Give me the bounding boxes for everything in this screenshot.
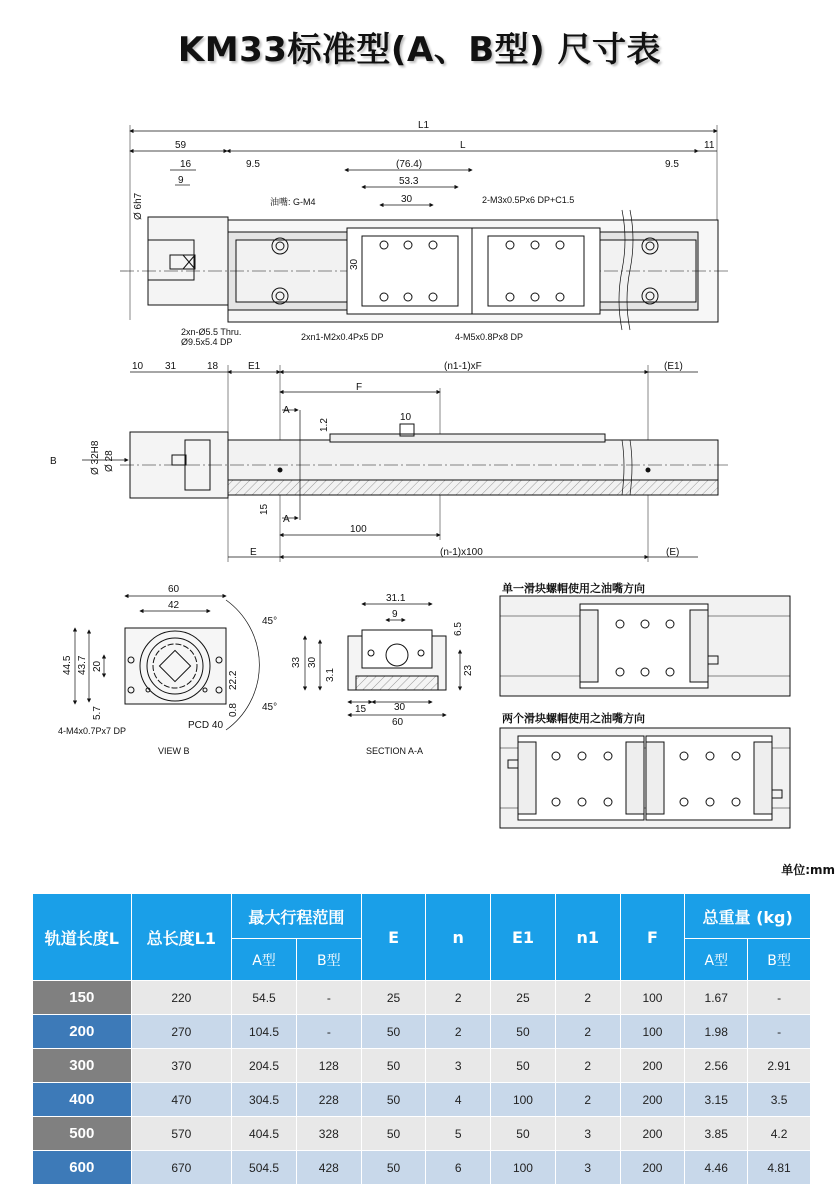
cell-n1: 3 bbox=[555, 1117, 620, 1151]
cell-total-length: 270 bbox=[131, 1015, 232, 1049]
dim-33: 33 bbox=[291, 656, 302, 668]
cell-e1: 100 bbox=[491, 1151, 556, 1185]
angle-45-bottom: 45° bbox=[262, 702, 278, 713]
section-aa-caption: SECTION A-A bbox=[366, 746, 424, 756]
cell-weight-b: - bbox=[748, 981, 811, 1015]
table-row bbox=[33, 1117, 811, 1151]
header-total-length: 总长度L1 bbox=[131, 894, 232, 981]
dim-phi28: Ø 28 bbox=[104, 450, 115, 472]
dim-9-section: 9 bbox=[392, 609, 398, 620]
cell-e: 50 bbox=[361, 1015, 426, 1049]
cell-e: 50 bbox=[361, 1049, 426, 1083]
dim-9: 9 bbox=[178, 175, 184, 186]
cell-total-length: 220 bbox=[131, 981, 232, 1015]
cell-rail-length: 150 bbox=[33, 981, 132, 1015]
dim-15-section: 15 bbox=[355, 704, 367, 715]
cell-stroke-b: - bbox=[296, 981, 361, 1015]
table-row bbox=[33, 1083, 811, 1117]
cell-weight-a: 4.46 bbox=[685, 1151, 748, 1185]
dim-60-section: 60 bbox=[392, 717, 404, 728]
dim-15: 15 bbox=[259, 503, 270, 515]
dim-60: 60 bbox=[168, 584, 180, 595]
dim-30b-section: 30 bbox=[394, 702, 406, 713]
dim-e1: E1 bbox=[248, 361, 261, 372]
header-e: E bbox=[361, 894, 426, 981]
cell-stroke-b: 328 bbox=[296, 1117, 361, 1151]
cell-n1: 2 bbox=[555, 1015, 620, 1049]
cell-f: 100 bbox=[620, 1015, 685, 1049]
unit-label: 单位:mm bbox=[781, 863, 835, 877]
dim-l1: L1 bbox=[418, 120, 430, 131]
dim-30-section: 30 bbox=[307, 656, 318, 668]
section-aa bbox=[305, 604, 460, 715]
cell-e1: 100 bbox=[491, 1083, 556, 1117]
cell-weight-b: 3.5 bbox=[748, 1083, 811, 1117]
cell-total-length: 470 bbox=[131, 1083, 232, 1117]
header-rail-length: 轨道长度L bbox=[33, 894, 132, 981]
dim-9-5-right: 9.5 bbox=[665, 159, 679, 170]
cell-weight-b: 4.2 bbox=[748, 1117, 811, 1151]
oil-single-caption: 单一滑块螺帽使用之油嘴方向 bbox=[502, 582, 645, 595]
dim-e: E bbox=[250, 547, 257, 558]
header-weight-b: B型 bbox=[748, 939, 811, 981]
cell-f: 200 bbox=[620, 1117, 685, 1151]
dim-0-8: 0.8 bbox=[228, 703, 239, 717]
cell-stroke-a: 304.5 bbox=[232, 1083, 297, 1117]
technical-drawing bbox=[0, 100, 839, 840]
header-e1: E1 bbox=[491, 894, 556, 981]
cell-stroke-b: 128 bbox=[296, 1049, 361, 1083]
cell-weight-a: 1.67 bbox=[685, 981, 748, 1015]
dim-22-2: 22.2 bbox=[228, 670, 239, 690]
cell-weight-a: 2.56 bbox=[685, 1049, 748, 1083]
note-m2: 2xn1-M2x0.4Px5 DP bbox=[301, 332, 384, 342]
dim-30-vertical: 30 bbox=[349, 258, 360, 270]
cell-f: 200 bbox=[620, 1083, 685, 1117]
cell-stroke-b: - bbox=[296, 1015, 361, 1049]
cell-rail-length: 300 bbox=[33, 1049, 132, 1083]
cell-e: 50 bbox=[361, 1117, 426, 1151]
table-row bbox=[33, 1151, 811, 1185]
note-thru: 2xn-Ø5.5 Thru. bbox=[181, 327, 242, 337]
cell-rail-length: 400 bbox=[33, 1083, 132, 1117]
cell-weight-b: 4.81 bbox=[748, 1151, 811, 1185]
header-stroke-b: B型 bbox=[296, 939, 361, 981]
cell-total-length: 670 bbox=[131, 1151, 232, 1185]
dim-16: 16 bbox=[180, 159, 192, 170]
view-mark-b: B bbox=[50, 456, 57, 467]
note-m3: 2-M3x0.5Px6 DP+C1.5 bbox=[482, 195, 575, 205]
oil-single-diagram bbox=[500, 596, 790, 696]
dim-23: 23 bbox=[463, 664, 474, 676]
dim-3-1: 3.1 bbox=[325, 668, 336, 682]
oil-double-caption: 两个滑块螺帽使用之油嘴方向 bbox=[502, 712, 645, 725]
cell-e: 25 bbox=[361, 981, 426, 1015]
dim-n1-f: (n1-1)xF bbox=[444, 361, 482, 372]
cell-weight-a: 3.15 bbox=[685, 1083, 748, 1117]
dim-31: 31 bbox=[165, 361, 177, 372]
header-stroke-a: A型 bbox=[232, 939, 297, 981]
dim-20: 20 bbox=[92, 660, 103, 672]
pcd-40: PCD 40 bbox=[188, 720, 224, 731]
cell-n: 6 bbox=[426, 1151, 491, 1185]
dim-42: 42 bbox=[168, 600, 180, 611]
dim-6-5: 6.5 bbox=[453, 622, 464, 636]
dim-100: 100 bbox=[350, 524, 367, 535]
dim-10: 10 bbox=[132, 361, 144, 372]
cell-rail-length: 200 bbox=[33, 1015, 132, 1049]
cell-n1: 2 bbox=[555, 1083, 620, 1117]
dim-l: L bbox=[460, 140, 466, 151]
dim-53-3: 53.3 bbox=[399, 176, 419, 187]
cell-rail-length: 500 bbox=[33, 1117, 132, 1151]
cell-stroke-b: 428 bbox=[296, 1151, 361, 1185]
cell-f: 100 bbox=[620, 981, 685, 1015]
cell-weight-a: 3.85 bbox=[685, 1117, 748, 1151]
dim-76-4: (76.4) bbox=[396, 159, 423, 170]
dim-phi6h7: Ø 6h7 bbox=[133, 192, 144, 220]
view-b-caption: VIEW B bbox=[158, 746, 190, 756]
cell-n1: 3 bbox=[555, 1151, 620, 1185]
table-row bbox=[33, 981, 811, 1015]
cell-e1: 50 bbox=[491, 1117, 556, 1151]
oil-double-diagram bbox=[500, 728, 790, 828]
dim-e1-ref: (E1) bbox=[664, 361, 683, 372]
cell-stroke-a: 504.5 bbox=[232, 1151, 297, 1185]
cell-weight-a: 1.98 bbox=[685, 1015, 748, 1049]
header-stroke: 最大行程范围 bbox=[232, 894, 362, 939]
table-row bbox=[33, 1049, 811, 1083]
cell-n: 3 bbox=[426, 1049, 491, 1083]
top-view bbox=[120, 125, 728, 330]
cell-e: 50 bbox=[361, 1151, 426, 1185]
section-mark-a-top: A bbox=[283, 405, 290, 416]
cell-weight-b: 2.91 bbox=[748, 1049, 811, 1083]
dim-f: F bbox=[356, 382, 363, 393]
header-f: F bbox=[620, 894, 685, 981]
dim-1-2: 1.2 bbox=[319, 418, 330, 432]
dim-44-5: 44.5 bbox=[62, 655, 73, 675]
cell-weight-b: - bbox=[748, 1015, 811, 1049]
cell-total-length: 370 bbox=[131, 1049, 232, 1083]
header-weight: 总重量 (kg) bbox=[685, 894, 811, 939]
angle-45-top: 45° bbox=[262, 616, 278, 627]
page-title: KM33标准型(A、B型) 尺寸表 bbox=[177, 30, 662, 70]
cell-n: 5 bbox=[426, 1117, 491, 1151]
cell-stroke-a: 404.5 bbox=[232, 1117, 297, 1151]
spec-table bbox=[32, 893, 811, 1185]
cell-total-length: 570 bbox=[131, 1117, 232, 1151]
dim-30: 30 bbox=[401, 194, 413, 205]
cell-n: 2 bbox=[426, 981, 491, 1015]
cell-n1: 2 bbox=[555, 981, 620, 1015]
dim-5-7: 5.7 bbox=[92, 706, 103, 720]
header-n1: n1 bbox=[555, 894, 620, 981]
dim-9-5-left: 9.5 bbox=[246, 159, 260, 170]
table-row bbox=[33, 1015, 811, 1049]
cell-n: 2 bbox=[426, 1015, 491, 1049]
dim-18: 18 bbox=[207, 361, 219, 372]
header-n: n bbox=[426, 894, 491, 981]
section-mark-a-bottom: A bbox=[283, 514, 290, 525]
cell-n1: 2 bbox=[555, 1049, 620, 1083]
cell-stroke-a: 104.5 bbox=[232, 1015, 297, 1049]
cell-stroke-a: 54.5 bbox=[232, 981, 297, 1015]
cell-n: 4 bbox=[426, 1083, 491, 1117]
cell-rail-length: 600 bbox=[33, 1151, 132, 1185]
header-weight-a: A型 bbox=[685, 939, 748, 981]
dim-43-7: 43.7 bbox=[77, 655, 88, 675]
cell-e1: 50 bbox=[491, 1049, 556, 1083]
dim-10-bracket: 10 bbox=[400, 412, 412, 423]
cell-stroke-b: 228 bbox=[296, 1083, 361, 1117]
dim-e-ref: (E) bbox=[666, 547, 680, 558]
cell-e1: 50 bbox=[491, 1015, 556, 1049]
dim-59: 59 bbox=[175, 140, 187, 151]
cell-f: 200 bbox=[620, 1049, 685, 1083]
cell-e: 50 bbox=[361, 1083, 426, 1117]
dim-31-1: 31.1 bbox=[386, 593, 406, 604]
dim-phi32h8: Ø 32H8 bbox=[90, 440, 101, 475]
cell-f: 200 bbox=[620, 1151, 685, 1185]
note-counterbore: Ø9.5x5.4 DP bbox=[181, 337, 233, 347]
dim-11: 11 bbox=[704, 140, 715, 151]
note-oil-nipple: 油嘴: G-M4 bbox=[270, 197, 316, 207]
cell-stroke-a: 204.5 bbox=[232, 1049, 297, 1083]
cell-e1: 25 bbox=[491, 981, 556, 1015]
dim-n-100: (n-1)x100 bbox=[440, 547, 483, 558]
note-m5: 4-M5x0.8Px8 DP bbox=[455, 332, 524, 342]
side-view bbox=[82, 365, 728, 562]
note-m4: 4-M4x0.7Px7 DP bbox=[58, 726, 127, 736]
